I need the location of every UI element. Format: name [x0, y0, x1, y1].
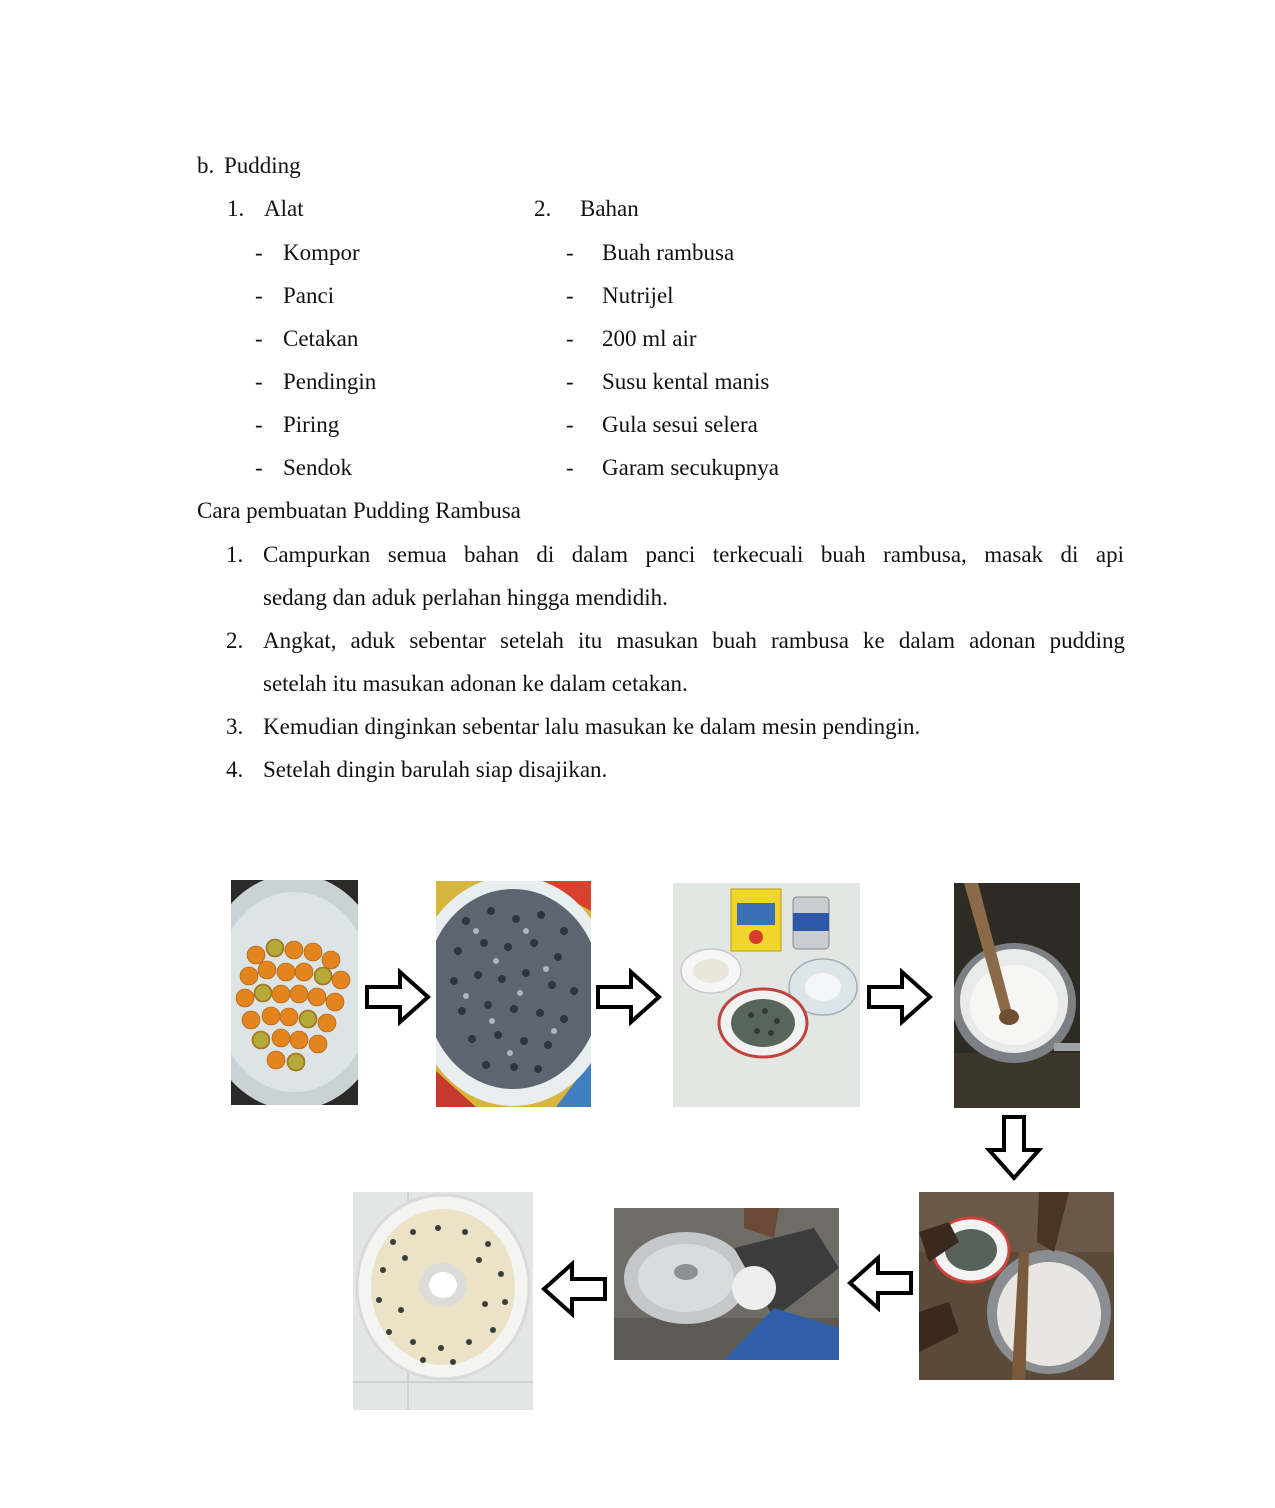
- step-text: Kemudian dinginkan sebentar lalu masukan ke dalam mesin pendingin.: [263, 714, 921, 739]
- alat-dash: -: [255, 240, 263, 265]
- alat-dash: -: [255, 326, 263, 351]
- photo-peeled-seeds: [436, 881, 591, 1107]
- arrow-right-icon: [364, 968, 432, 1026]
- arrow-down-icon: [985, 1114, 1043, 1182]
- bahan-dash: -: [566, 369, 574, 394]
- bahan-item: 200 ml air: [602, 326, 697, 351]
- bahan-item: Susu kental manis: [602, 369, 770, 394]
- step-number: 1.: [226, 542, 244, 567]
- arrow-right-icon: [866, 968, 934, 1026]
- bahan-item: Gula sesui selera: [602, 412, 758, 437]
- alat-item: Kompor: [283, 240, 360, 265]
- step-number: 4.: [226, 757, 244, 782]
- arrow-right-icon: [595, 968, 663, 1026]
- alat-number: 1.: [227, 196, 245, 221]
- step-text: Campurkan semua bahan di dalam panci terkecuali buah rambusa, masak di api: [263, 542, 1124, 567]
- alat-dash: -: [255, 369, 263, 394]
- bahan-number: 2.: [534, 196, 552, 221]
- alat-dash: -: [255, 455, 263, 480]
- bahan-item: Buah rambusa: [602, 240, 735, 265]
- bahan-dash: -: [566, 283, 574, 308]
- step-text: Setelah dingin barulah siap disajikan.: [263, 757, 608, 782]
- photo-ingredients: [673, 883, 860, 1107]
- arrow-left-icon: [540, 1260, 608, 1318]
- alat-item: Piring: [283, 412, 340, 437]
- step-text-continued: setelah itu masukan adonan ke dalam cetakan.: [263, 671, 688, 696]
- bahan-item: Garam secukupnya: [602, 455, 779, 480]
- photo-finished-pudding: [353, 1192, 533, 1410]
- section-letter: b.: [197, 153, 215, 178]
- arrow-left-icon: [846, 1254, 914, 1312]
- step-text: Angkat, aduk sebentar setelah itu masukan buah rambusa ke dalam adonan pudding: [263, 628, 1125, 653]
- bahan-item: Nutrijel: [602, 283, 674, 308]
- alat-dash: -: [255, 412, 263, 437]
- alat-item: Cetakan: [283, 326, 359, 351]
- alat-dash: -: [255, 283, 263, 308]
- bahan-dash: -: [566, 412, 574, 437]
- method-title: Cara pembuatan Pudding Rambusa: [197, 498, 521, 523]
- alat-item: Panci: [283, 283, 335, 308]
- step-text-continued: sedang dan aduk perlahan hingga mendidih.: [263, 585, 668, 610]
- alat-item: Pendingin: [283, 369, 377, 394]
- step-number: 2.: [226, 628, 244, 653]
- photo-pouring-mold: [614, 1208, 839, 1360]
- bahan-dash: -: [566, 240, 574, 265]
- alat-heading: Alat: [264, 196, 304, 221]
- bahan-dash: -: [566, 455, 574, 480]
- bahan-dash: -: [566, 326, 574, 351]
- photo-adding-seeds: [919, 1192, 1114, 1380]
- section-title: Pudding: [224, 153, 301, 178]
- bahan-heading: Bahan: [580, 196, 639, 221]
- photo-rambusa-fruits: [231, 880, 358, 1105]
- photo-boiling-milk: [954, 883, 1080, 1108]
- alat-item: Sendok: [283, 455, 352, 480]
- step-number: 3.: [226, 714, 244, 739]
